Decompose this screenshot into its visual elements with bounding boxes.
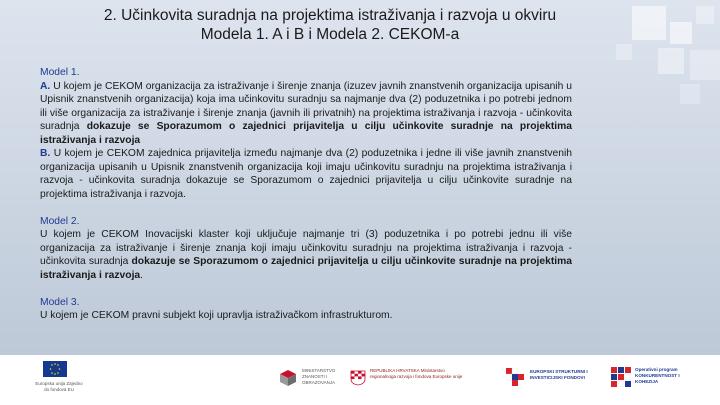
model-2-heading: Model 2.: [40, 215, 80, 227]
croatia-ministry-logo-text: REPUBLIKA HRVATSKA Ministarstvo regionalnoga razvoja i fondova Europske unije: [370, 368, 463, 379]
ministry-logo-text: MINISTARSTVO ZNANOSTI I OBRAZOVANJA: [302, 368, 336, 385]
model-1a-text: U kojem je CEKOM organizacija za istraživanje i širenje znanja (izuzev javnih znanstvenih organizacija upisanih u Upisnik znanstvenih organizacija) koja ima učinkovitu suradnju sa najmanje dva (2) poduzetnika i po potrebi jednom ili više organizacija za istraživanje i širenje znanja (javnih ili privatnih) na projektima istraživanja i razvoja - učinkovita suradnja: [40, 80, 572, 132]
title-line-2: Modela 1. A i B i Modela 2. CEKOM-a: [200, 26, 460, 43]
model-1-heading: Model 1.: [40, 67, 80, 78]
logo-footer: [0, 355, 720, 405]
slide-title: [30, 6, 630, 44]
model-2-paragraph: [40, 228, 572, 282]
operational-programme-logo-text: Operativni program KONKURENTNOST I KOHEZIJA: [635, 367, 680, 384]
model-3-text: U kojem je CEKOM pravni subjekt koji upravlja istraživačkom infrastrukturom.: [40, 310, 393, 321]
ministry-cube-icon: [279, 369, 297, 387]
model-1a-paragraph: [40, 80, 572, 148]
operational-programme-icon: [611, 367, 631, 387]
esi-funds-logo-text: EUROPSKI STRUKTURNI I INVESTICIJSKI FONDOVI: [530, 369, 588, 380]
model-3-heading: Model 3.: [40, 296, 80, 308]
model-2-text: U kojem je CEKOM Inovacijski klaster koji uključuje najmanje tri (3) poduzetnika i po potrebi jednu ili više organizacija za istraživanje i širenje znanja koji imaju učinkovitu suradnju na projektima istraživanja i razvoja - učinkovita suradnja: [40, 229, 572, 267]
esi-funds-icon: [506, 368, 528, 386]
eu-logo-text: Europska unija Zajedno do fondova EU: [35, 381, 83, 392]
title-line-1: 2. Učinkovita suradnja na projektima istraživanja i razvoja u okviru: [103, 7, 557, 24]
model-1a-label: A.: [40, 80, 51, 92]
model-2-end: .: [140, 269, 144, 281]
croatia-coat-of-arms-icon: [350, 368, 366, 386]
model-1a-bold-text: dokazuje se Sporazumom o zajednici prijavitelja u cilju učinkovite suradnje na projektima istraživanja i razvoja: [40, 121, 572, 146]
model-1b-label: B.: [40, 148, 51, 159]
eu-flag-icon: [43, 361, 67, 377]
model-2-bold-text: dokazuje se Sporazumom o zajednici prijavitelja u cilju učinkovite suradnje na projektima istraživanja i razvoja: [40, 256, 572, 281]
slide-body: [40, 66, 572, 323]
model-1b-paragraph: [40, 147, 572, 201]
model-1b-text: U kojem je CEKOM zajednica prijavitelja između najmanje dva (2) poduzetnika i jedne ili više javnih znanstvenih organizacija upisanih u Upisnik znanstvenih organizacija koji imaju učinkovitu suradnju na projektima istraživanja i razvoja - učinkovita suradnja dokazuje se Sporazumom o zajednici prijavitelja u cilju učinkovite suradnje na projektima istraživanja i razvoja.: [40, 148, 572, 200]
